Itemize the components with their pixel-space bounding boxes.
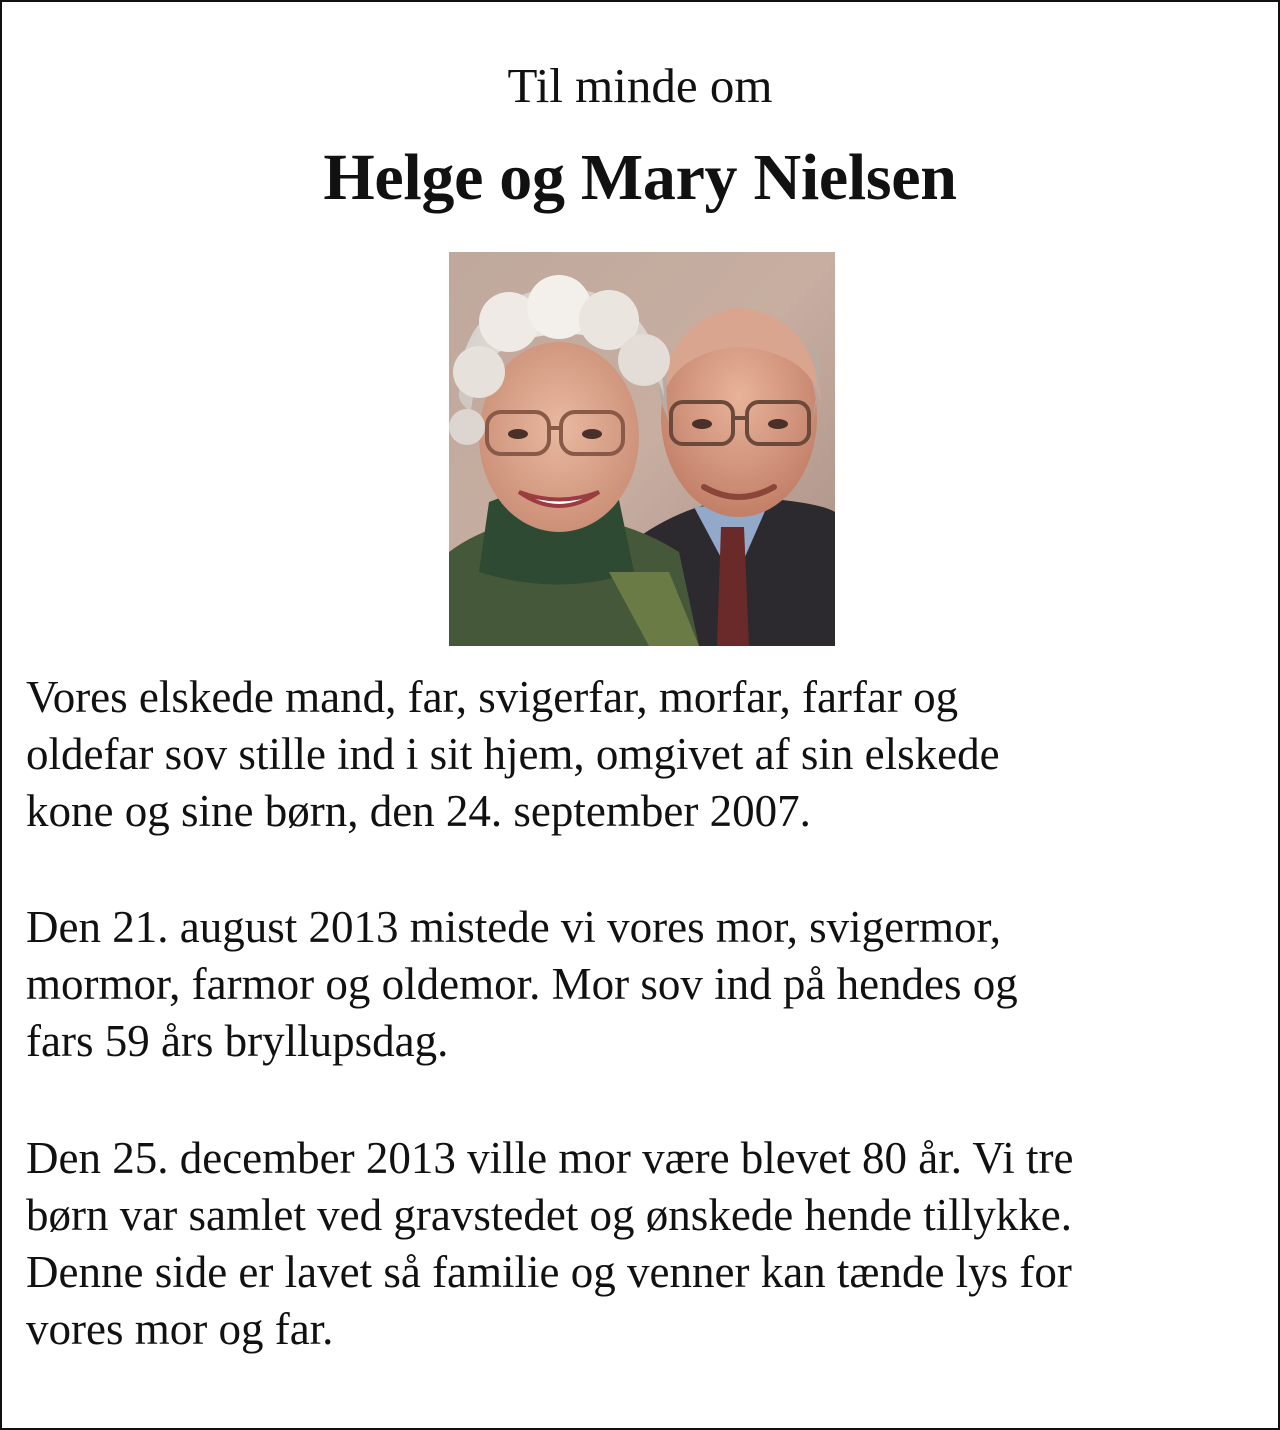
memorial-intro: Til minde om	[507, 58, 773, 113]
paragraph-helge	[26, 669, 1258, 840]
text-line: oldefar sov stille ind i sit hjem, omgivet af sin elskede	[26, 729, 1000, 779]
text-line: Den 25. december 2013 ville mor være blevet 80 år. Vi tre	[26, 1133, 1074, 1183]
paragraph-mary	[26, 899, 1258, 1070]
paragraph-birthday	[26, 1130, 1258, 1358]
text-line: mormor, farmor og oldemor. Mor sov ind på hendes og	[26, 959, 1018, 1009]
couple-photo-illustration	[449, 252, 835, 646]
text-line: Vores elskede mand, far, svigerfar, morfar, farfar og	[26, 672, 959, 722]
text-line: kone og sine børn, den 24. september 2007.	[26, 786, 811, 836]
couple-photo	[449, 252, 835, 646]
text-line: fars 59 års bryllupsdag.	[26, 1016, 449, 1066]
text-line: Denne side er lavet så familie og venner kan tænde lys for	[26, 1247, 1072, 1297]
text-line: Den 21. august 2013 mistede vi vores mor, svigermor,	[26, 902, 1001, 952]
deceased-names: Helge og Mary Nielsen	[323, 141, 957, 214]
text-line: vores mor og far.	[26, 1304, 334, 1354]
text-line: børn var samlet ved gravstedet og ønskede hende tillykke.	[26, 1190, 1072, 1240]
